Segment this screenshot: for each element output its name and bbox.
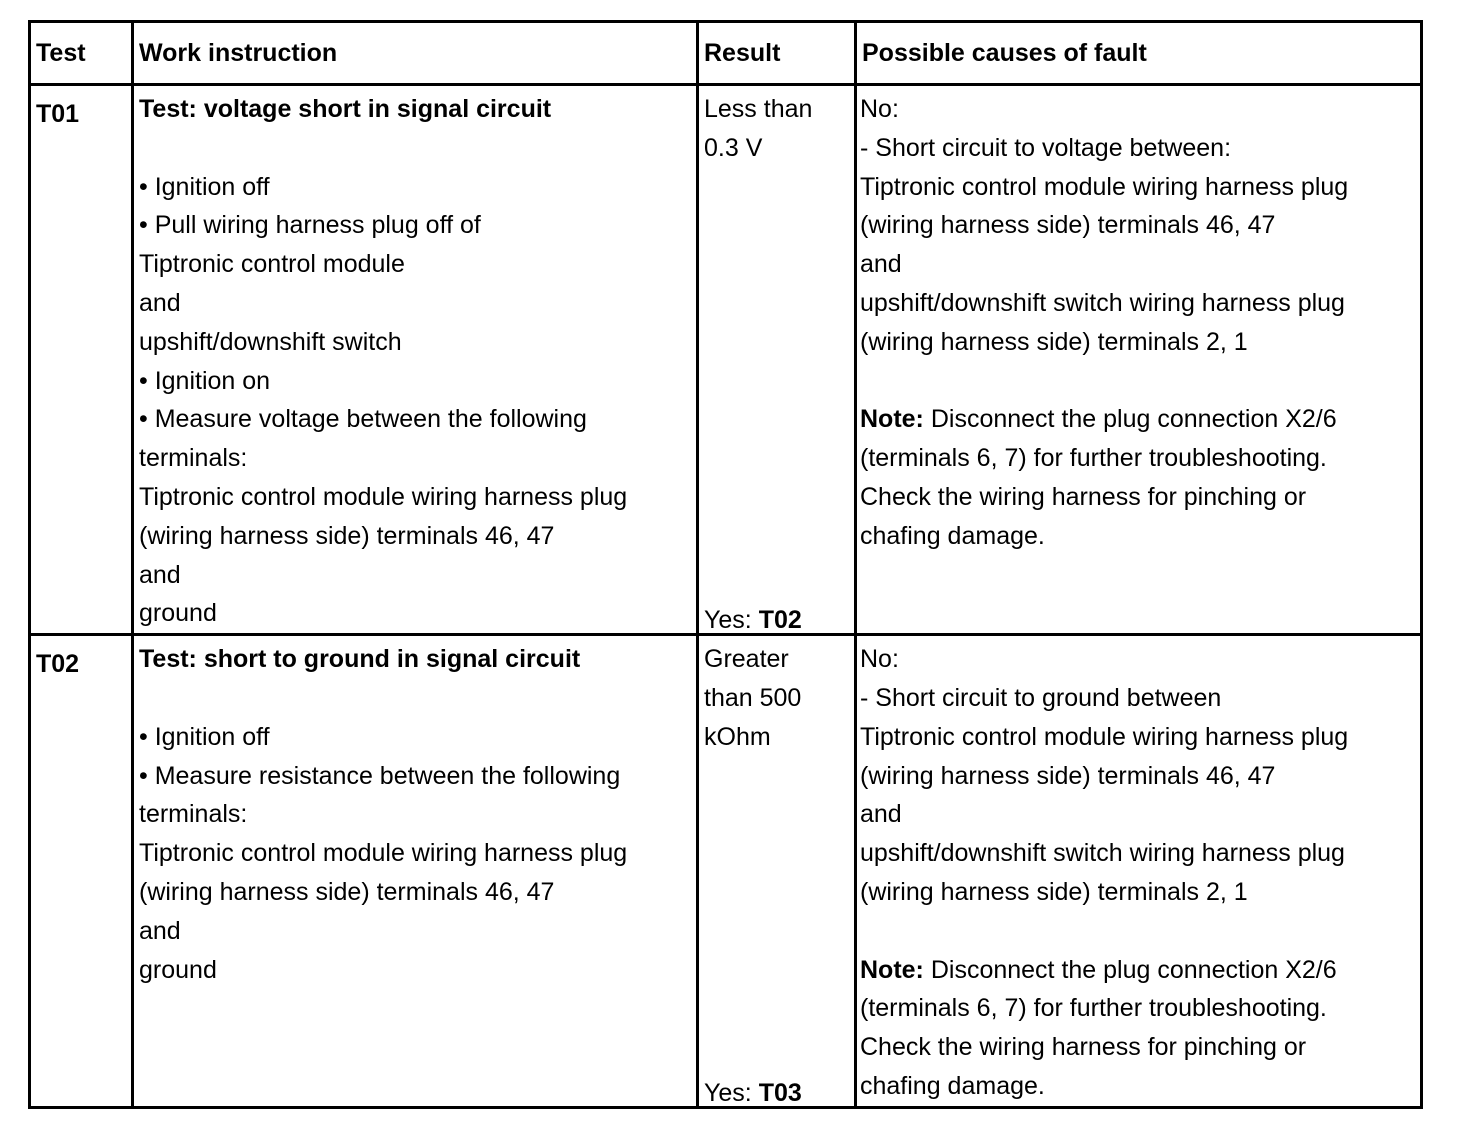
cause-line: and — [860, 800, 902, 829]
yes-next-test — [704, 601, 802, 639]
cause-line: upshift/downshift switch wiring harness plug — [860, 839, 1345, 868]
instruction-line: • Ignition off — [139, 722, 270, 751]
possible-causes-cell — [856, 635, 1422, 1108]
cause-line: No: — [860, 645, 899, 674]
cause-line: (wiring harness side) terminals 2, 1 — [860, 877, 1248, 906]
note-line: Check the wiring harness for pinching or — [860, 1033, 1307, 1062]
work-instruction — [134, 636, 696, 989]
instruction-line: Tiptronic control module wiring harness plug — [139, 482, 628, 511]
test-heading: Test: short to ground in signal circuit — [139, 645, 581, 674]
instruction-line: and — [139, 916, 181, 945]
note-line: Note: Disconnect the plug connection X2/6 — [860, 405, 1337, 434]
possible-causes — [857, 86, 1420, 556]
instruction-line: (wiring harness side) terminals 46, 47 — [139, 521, 555, 550]
work-instruction-cell — [133, 635, 698, 1108]
cause-line: upshift/downshift switch wiring harness plug — [860, 288, 1345, 317]
instruction-line: upshift/downshift switch — [139, 327, 402, 356]
result-cell — [698, 85, 856, 635]
result-line: Less than — [704, 95, 813, 123]
instruction-line: and — [139, 560, 181, 589]
note-line: chafing damage. — [860, 1071, 1045, 1100]
instruction-line: and — [139, 288, 181, 317]
work-instruction — [134, 86, 696, 633]
result-cell — [698, 635, 856, 1108]
cause-line: (wiring harness side) terminals 2, 1 — [860, 327, 1248, 356]
yes-next-test — [704, 1074, 802, 1112]
possible-causes — [857, 636, 1420, 1106]
table-row — [30, 635, 1422, 1108]
header-possible-causes: Possible causes of fault — [856, 22, 1422, 85]
instruction-line: (wiring harness side) terminals 46, 47 — [139, 877, 555, 906]
cause-line: - Short circuit to ground between — [860, 683, 1222, 712]
result — [699, 636, 854, 1106]
note-line: chafing damage. — [860, 521, 1045, 550]
note-label: Note: — [860, 405, 924, 434]
test-heading: Test: voltage short in signal circuit — [139, 95, 552, 123]
note-line: Note: Disconnect the plug connection X2/6 — [860, 955, 1337, 984]
test-id: T02 — [36, 650, 80, 679]
work-instruction-cell — [133, 85, 698, 635]
note-label: Note: — [860, 955, 924, 984]
yes-label: Yes: — [704, 1078, 752, 1107]
result-line: kOhm — [704, 722, 771, 751]
instruction-line: Tiptronic control module wiring harness plug — [139, 839, 628, 868]
result-line: 0.3 V — [704, 133, 763, 162]
table-row — [30, 85, 1422, 635]
instruction-line: • Ignition on — [139, 366, 271, 395]
next-test-id: T02 — [758, 606, 802, 635]
header-test: Test — [30, 22, 133, 85]
instruction-line: • Measure voltage between the following — [139, 405, 587, 434]
yes-label: Yes: — [704, 606, 752, 635]
instruction-line: ground — [139, 599, 217, 628]
cause-line: Tiptronic control module wiring harness plug — [860, 172, 1349, 201]
instruction-line: • Measure resistance between the following — [139, 761, 621, 790]
cause-line: Tiptronic control module wiring harness plug — [860, 722, 1349, 751]
cause-line: - Short circuit to voltage between: — [860, 133, 1232, 162]
instruction-line: • Ignition off — [139, 172, 270, 201]
instruction-line: ground — [139, 955, 217, 984]
test-id: T01 — [36, 100, 80, 128]
result-line: Greater — [704, 645, 789, 674]
test-id-cell — [30, 85, 133, 635]
instruction-line: terminals: — [139, 444, 248, 473]
next-test-id: T03 — [758, 1078, 802, 1107]
header-row — [30, 22, 1422, 85]
instruction-line: terminals: — [139, 800, 248, 829]
cause-line: and — [860, 250, 902, 279]
cause-line: (wiring harness side) terminals 46, 47 — [860, 761, 1276, 790]
test-id-cell — [30, 635, 133, 1108]
note-line: (terminals 6, 7) for further troubleshooting. — [860, 444, 1327, 473]
header-work-instruction: Work instruction — [133, 22, 698, 85]
result — [699, 86, 854, 633]
cause-line: (wiring harness side) terminals 46, 47 — [860, 211, 1276, 240]
note-line: Check the wiring harness for pinching or — [860, 482, 1307, 511]
instruction-line: • Pull wiring harness plug off of — [139, 211, 481, 240]
cause-line: No: — [860, 95, 899, 123]
possible-causes-cell — [856, 85, 1422, 635]
troubleshooting-table — [28, 20, 1423, 1109]
header-result: Result — [698, 22, 856, 85]
note-line: (terminals 6, 7) for further troubleshooting. — [860, 994, 1327, 1023]
instruction-line: Tiptronic control module — [139, 250, 405, 279]
result-line: than 500 — [704, 683, 802, 712]
